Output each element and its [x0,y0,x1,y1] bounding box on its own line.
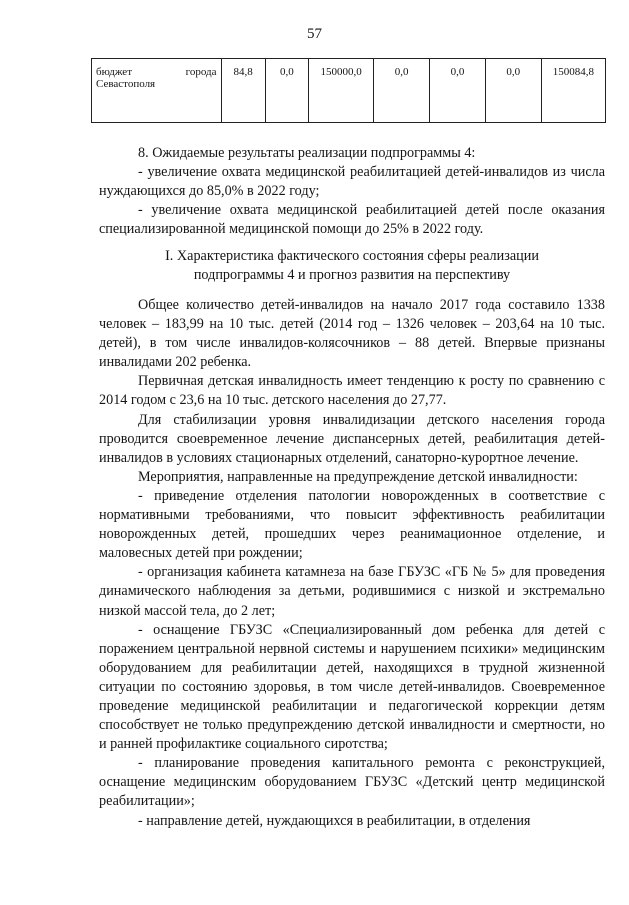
list-item: - увеличение охвата медицинской реабилитацией детей после оказания специализированной медицинской помощи до 25% в 2022 году. [99,202,605,238]
table-row [92,59,606,123]
heading-line-1: I. Характеристика фактического состояния сферы реализации [165,248,539,264]
section-8-expected-results [99,144,605,239]
list-item: - планирование проведения капитального ремонта с реконструкцией, оснащение медицинским оборудованием ГБУЗС «Детский центр медицинской реабилитации»; [99,755,605,810]
paragraph: Общее количество детей-инвалидов на начало 2017 года составило 1338 человек – 183,99 на 10 тыс. детей (2014 год – 1326 человек – 203,64 на 10 тыс. детей), в том числе инвалидов-колясочников – 88 детей. Впервые признаны инвалидами 202 ребенка. [99,297,605,371]
paragraph: Мероприятия, направленные на предупреждение детской инвалидности: [138,468,578,485]
table-cell: 84,8 [221,59,265,123]
heading-line-2: подпрограммы 4 и прогноз развития на перспективу [193,267,511,284]
paragraph: Первичная детская инвалидность имеет тенденцию к росту по сравнению с 2014 годом с 23,6 на 10 тыс. детского населения до 27,77. [99,373,605,409]
budget-table [91,58,606,123]
table-cell: 0,0 [374,59,430,123]
body-text [99,296,605,831]
list-item: - направление детей, нуждающихся в реабилитации, в отделения [138,812,531,829]
list-item: - организация кабинета катамнеза на базе ГБУЗС «ГБ № 5» для проведения динамического наблюдения за детьми, родившимися с низкой и экстремально низкой массой тела, до 2 лет; [99,564,605,619]
table-cell-source: бюджет города Севастополя [92,59,222,123]
list-item: - приведение отделения патологии новорожденных в соответствие с нормативными требованиями, что повысит эффективность реабилитации новорожденных детей, прошедших через реанимационное отделение, и маловесных детей при рождении; [99,487,605,562]
table-cell: 150000,0 [308,59,373,123]
table-cell: 0,0 [430,59,486,123]
list-item: - оснащение ГБУЗС «Специализированный дом ребенка для детей с поражением центральной нервной системы и нарушением психики» медицинским оборудованием для реабилитации детей, находящихся в трудной жизненной ситуации по состоянию здоровья, в том числе детей-инвалидов. Своевременное проведение медицинской реабилитации и педагогической коррекции детям способствует не только предупреждению детской инвалидности и смертности, но и ранней профилактике социального сиротства; [99,621,605,753]
page-number: 57 [307,26,322,42]
table-cell-total: 150084,8 [541,59,605,123]
table-cell: 0,0 [265,59,308,123]
table-cell: 0,0 [485,59,541,123]
section-heading [99,247,605,285]
paragraph: Для стабилизации уровня инвалидизации детского населения города проводится своевременное лечение диспансерных детей, реабилитация детей-инвалидов в условиях стационарных отделений, санаторно-курортное лечение. [99,411,605,466]
list-item: - увеличение охвата медицинской реабилитацией детей-инвалидов из числа нуждающихся до 85,0% в 2022 году; [99,164,605,200]
section-8-title: 8. Ожидаемые результаты реализации подпрограммы 4: [138,145,476,161]
